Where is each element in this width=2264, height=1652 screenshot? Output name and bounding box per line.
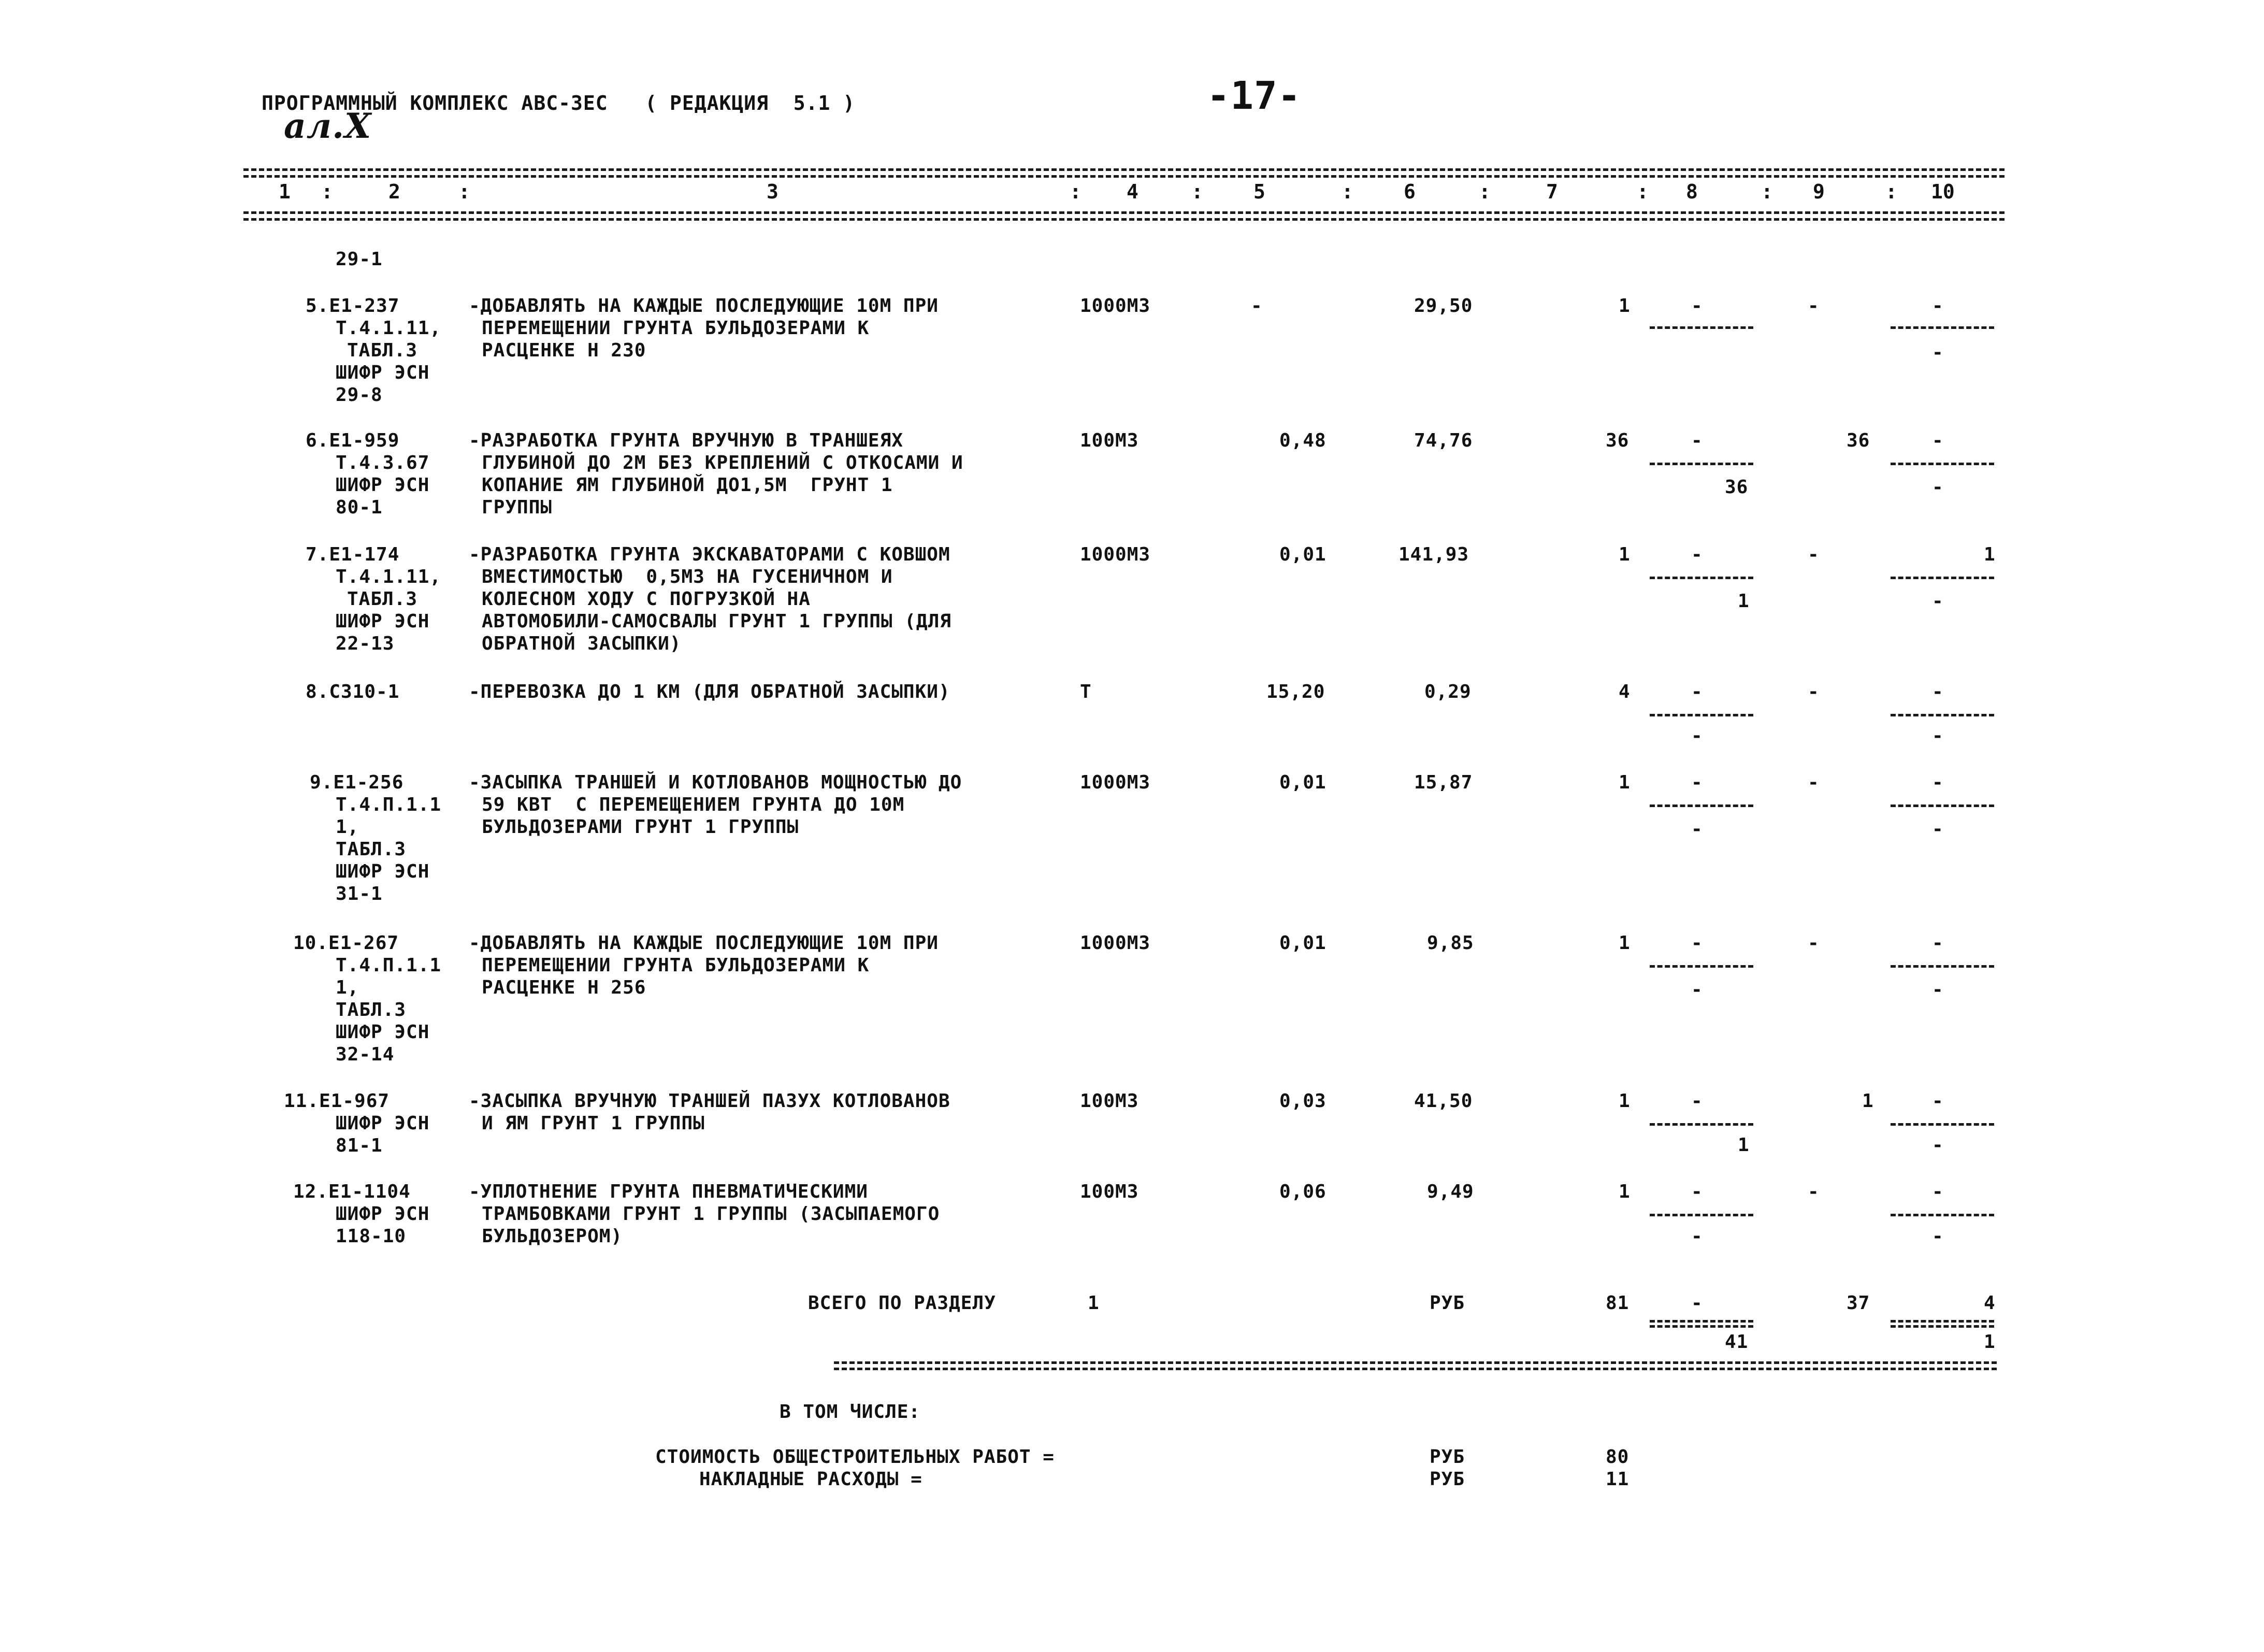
row-unit-price: 74,76: [1414, 430, 1473, 451]
row-col7: 1: [1619, 772, 1631, 793]
row-desc-line: АВТОМОБИЛИ-САМОСВАЛЫ ГРУНТ 1 ГРУППЫ (ДЛЯ: [482, 611, 951, 632]
row-col9: -: [1808, 295, 1820, 317]
including-item-label: НАКЛАДНЫЕ РАСХОДЫ =: [699, 1469, 922, 1490]
header-rule-bottom-2: [243, 218, 2005, 221]
col-sep: :: [1191, 180, 1203, 203]
row-desc-line: -РАЗРАБОТКА ГРУНТА ЭКСКАВАТОРАМИ С КОВШОМ: [469, 544, 950, 565]
row-col10-sub: -: [1932, 591, 1944, 612]
row-col9: -: [1808, 932, 1820, 954]
row-col10: -: [1932, 1181, 1944, 1202]
row-col9: 1: [1862, 1090, 1874, 1112]
row-col10-sub: -: [1932, 477, 1944, 498]
row-col10-sub: -: [1932, 725, 1944, 746]
row-code-line: ШИФР ЭСН: [336, 861, 430, 882]
row-code-line: 1,: [336, 977, 359, 998]
row-col8: -: [1691, 1181, 1703, 1202]
col-header-8: 8: [1686, 180, 1698, 203]
row-code-line: Т.4.П.1.1: [336, 955, 442, 976]
row-col8-sub: -: [1691, 725, 1703, 746]
row-col9: -: [1808, 1181, 1820, 1202]
total-rule-2: [1891, 1325, 1994, 1328]
total-col10-sub: 1: [1984, 1331, 1996, 1353]
subtotal-rule: [1891, 805, 1994, 807]
row-code-line: ТАБЛ.3: [347, 340, 418, 361]
row-desc-line: БУЛЬДОЗЕРОМ): [482, 1226, 623, 1247]
row-unit: 1000М3: [1080, 295, 1151, 317]
row-col10: -: [1932, 681, 1944, 702]
col-sep: :: [1342, 180, 1353, 203]
row-code-line: ШИФР ЭСН: [336, 1113, 430, 1134]
row-code-line: 7.Е1-174: [306, 544, 400, 565]
row-code-line: 29-8: [336, 384, 383, 406]
including-item-value: 11: [1606, 1469, 1629, 1490]
including-item-label: СТОИМОСТЬ ОБЩЕСТРОИТЕЛЬНЫХ РАБОТ =: [655, 1446, 1055, 1468]
row-unit: 100М3: [1080, 1090, 1139, 1112]
row-quantity: 0,01: [1279, 772, 1326, 793]
page-number: -17-: [1207, 74, 1302, 118]
row-desc-line: -ЗАСЫПКА ТРАНШЕЙ И КОТЛОВАНОВ МОЩНОСТЬЮ ДО: [469, 772, 962, 793]
col-sep: :: [1885, 180, 1897, 203]
row-col10: -: [1932, 430, 1944, 451]
total-rule-2: [1650, 1325, 1753, 1328]
row-unit-price: 141,93: [1398, 544, 1469, 565]
row-code-line: ШИФР ЭСН: [336, 611, 430, 632]
row-col10: -: [1932, 772, 1944, 793]
row-code-line: 1,: [336, 816, 359, 838]
row-col7: 4: [1619, 681, 1631, 702]
row-unit: 1000М3: [1080, 932, 1151, 954]
row-desc-line: -ДОБАВЛЯТЬ НА КАЖДЫЕ ПОСЛЕДУЮЩИЕ 10М ПРИ: [469, 295, 939, 317]
row-code-line: 12.Е1-1104: [293, 1181, 411, 1202]
row-col8-sub: -: [1691, 818, 1703, 840]
row-col8: -: [1691, 1090, 1703, 1112]
including-item-value: 80: [1606, 1446, 1629, 1468]
row-code-line: 6.Е1-959: [306, 430, 400, 451]
subtotal-rule: [1891, 1214, 1994, 1216]
row-code-line: 81-1: [336, 1135, 383, 1156]
col-sep: :: [321, 180, 333, 203]
row-col10-sub: -: [1932, 818, 1944, 840]
row-col8: -: [1691, 295, 1703, 317]
row-quantity: 0,06: [1279, 1181, 1326, 1202]
row-unit: 1000М3: [1080, 772, 1151, 793]
row-code-line: 10.Е1-267: [293, 932, 399, 954]
section-end-rule-2: [834, 1368, 1997, 1370]
row-desc-line: -ПЕРЕВОЗКА ДО 1 КМ (ДЛЯ ОБРАТНОЙ ЗАСЫПКИ): [469, 681, 950, 702]
total-col8-sub: 41: [1725, 1331, 1749, 1353]
col-header-2: 2: [388, 180, 400, 203]
row-code-line: 8.С310-1: [306, 681, 400, 702]
row-col8-sub: 36: [1725, 477, 1749, 498]
subtotal-rule: [1650, 326, 1753, 329]
col-header-9: 9: [1813, 180, 1825, 203]
row-col9: -: [1808, 772, 1820, 793]
header-rule-top: [243, 168, 2005, 171]
row-col8-sub: -: [1691, 979, 1703, 1000]
row-unit-price: 9,49: [1427, 1181, 1474, 1202]
row-desc-line: РАСЦЕНКЕ Н 230: [482, 340, 646, 361]
row-col9: -: [1808, 544, 1820, 565]
row-code-line: 22-13: [336, 633, 395, 654]
row-desc-line: ГРУППЫ: [482, 497, 553, 518]
row-unit-price: 0,29: [1424, 681, 1472, 702]
subtotal-rule: [1891, 463, 1994, 465]
row-unit: 1000М3: [1080, 544, 1151, 565]
row-col8-sub: 1: [1738, 1134, 1750, 1156]
row-col10: -: [1932, 1090, 1944, 1112]
col-header-3: 3: [767, 180, 778, 203]
row-code-line: 32-14: [336, 1044, 395, 1065]
row-col9: -: [1808, 681, 1820, 702]
header-rule-top-2: [243, 175, 2005, 178]
row-col7: 1: [1619, 295, 1631, 317]
subtotal-rule: [1891, 1123, 1994, 1126]
row-col8: -: [1691, 772, 1703, 793]
row-desc-line: 59 КВТ С ПЕРЕМЕЩЕНИЕМ ГРУНТА ДО 10М: [482, 794, 905, 815]
row-code-line: ШИФР ЭСН: [336, 1203, 430, 1225]
col-sep: :: [458, 180, 470, 203]
handwritten-note: ал.Х: [284, 106, 372, 146]
row-desc-line: ОБРАТНОЙ ЗАСЫПКИ): [482, 633, 682, 654]
total-col9: 37: [1847, 1292, 1870, 1314]
row-code-line: ШИФР ЭСН: [336, 475, 430, 496]
row-code-line: Т.4.1.11,: [336, 566, 442, 587]
total-label: ВСЕГО ПО РАЗДЕЛУ: [808, 1292, 996, 1314]
row-code-line: 5.Е1-237: [306, 295, 400, 317]
row-code-line: Т.4.П.1.1: [336, 794, 442, 815]
row-col10-sub: -: [1932, 1226, 1944, 1247]
row-desc-line: БУЛЬДОЗЕРАМИ ГРУНТ 1 ГРУППЫ: [482, 816, 799, 838]
row-col8: -: [1691, 932, 1703, 954]
row-col8-sub: 1: [1738, 591, 1750, 612]
including-label: В ТОМ ЧИСЛЕ:: [780, 1401, 921, 1423]
subtotal-rule: [1650, 1123, 1753, 1126]
row-code-line: 9.Е1-256: [310, 772, 404, 793]
subtotal-rule: [1650, 1214, 1753, 1216]
row-col7: 1: [1619, 1090, 1631, 1112]
row-desc-line: ПЕРЕМЕЩЕНИИ ГРУНТА БУЛЬДОЗЕРАМИ К: [482, 955, 870, 976]
row-col7: 1: [1619, 1181, 1631, 1202]
row-quantity: 0,48: [1279, 430, 1326, 451]
row-code-line: 11.Е1-967: [284, 1090, 390, 1112]
row-col7: 36: [1606, 430, 1629, 451]
continuation-code: 29-1: [336, 249, 383, 270]
program-header: ПРОГРАММНЫЙ КОМПЛЕКС АВС-3ЕС ( РЕДАКЦИЯ 5.1 ): [262, 92, 856, 114]
subtotal-rule: [1891, 326, 1994, 329]
row-unit-price: 15,87: [1414, 772, 1473, 793]
header-rule-bottom: [243, 211, 2005, 214]
subtotal-rule: [1891, 714, 1994, 716]
including-item-currency: РУБ: [1430, 1446, 1465, 1468]
subtotal-rule: [1650, 965, 1753, 968]
row-code-line: 31-1: [336, 883, 383, 904]
row-col10-sub: -: [1932, 342, 1944, 363]
subtotal-rule: [1891, 577, 1994, 579]
row-code-line: ТАБЛ.3: [336, 999, 407, 1021]
row-code-line: 118-10: [336, 1226, 407, 1247]
row-col8-sub: -: [1691, 1226, 1703, 1247]
subtotal-rule: [1650, 463, 1753, 465]
row-col8: -: [1691, 430, 1703, 451]
row-quantity: 0,03: [1279, 1090, 1326, 1112]
row-unit-price: 29,50: [1414, 295, 1473, 317]
subtotal-rule: [1650, 805, 1753, 807]
total-col8: -: [1691, 1292, 1703, 1314]
subtotal-rule: [1650, 714, 1753, 716]
total-col10: 4: [1984, 1292, 1996, 1314]
row-unit: 100М3: [1080, 430, 1139, 451]
row-col10: 1: [1984, 544, 1996, 565]
row-col10: -: [1932, 932, 1944, 954]
row-code-line: ТАБЛ.3: [347, 588, 418, 610]
including-item-currency: РУБ: [1430, 1469, 1465, 1490]
row-desc-line: ВМЕСТИМОСТЬЮ 0,5М3 НА ГУСЕНИЧНОМ И: [482, 566, 893, 587]
col-header-7: 7: [1546, 180, 1558, 203]
subtotal-rule: [1891, 965, 1994, 968]
row-quantity: 15,20: [1266, 681, 1325, 702]
row-code-line: 80-1: [336, 497, 383, 518]
row-col10: -: [1932, 295, 1944, 317]
row-unit-price: 41,50: [1414, 1090, 1473, 1112]
row-code-line: ТАБЛ.3: [336, 839, 407, 860]
col-header-4: 4: [1127, 180, 1138, 203]
row-desc-line: ПЕРЕМЕЩЕНИИ ГРУНТА БУЛЬДОЗЕРАМИ К: [482, 318, 870, 339]
row-col7: 1: [1619, 544, 1631, 565]
row-desc-line: РАСЦЕНКЕ Н 256: [482, 977, 646, 998]
row-col8: -: [1691, 681, 1703, 702]
row-col8: -: [1691, 544, 1703, 565]
col-sep: :: [1637, 180, 1649, 203]
row-col10-sub: -: [1932, 979, 1944, 1000]
row-desc-line: -УПЛОТНЕНИЕ ГРУНТА ПНЕВМАТИЧЕСКИМИ: [469, 1181, 868, 1202]
row-unit-price: 9,85: [1427, 932, 1474, 954]
subtotal-rule: [1650, 577, 1753, 579]
row-col10-sub: -: [1932, 1134, 1944, 1156]
row-desc-line: ТРАМБОВКАМИ ГРУНТ 1 ГРУППЫ (ЗАСЫПАЕМОГО: [482, 1203, 940, 1225]
row-desc-line: -ДОБАВЛЯТЬ НА КАЖДЫЕ ПОСЛЕДУЮЩИЕ 10М ПРИ: [469, 932, 939, 954]
row-quantity: -: [1251, 295, 1263, 317]
row-desc-line: -РАЗРАБОТКА ГРУНТА ВРУЧНУЮ В ТРАНШЕЯХ: [469, 430, 903, 451]
section-end-rule: [834, 1361, 1997, 1364]
col-sep: :: [1761, 180, 1773, 203]
col-header-6: 6: [1404, 180, 1416, 203]
col-header-1: 1: [279, 180, 291, 203]
row-code-line: Т.4.1.11,: [336, 318, 442, 339]
row-desc-line: И ЯМ ГРУНТ 1 ГРУППЫ: [482, 1113, 705, 1134]
row-desc-line: -ЗАСЫПКА ВРУЧНУЮ ТРАНШЕЙ ПАЗУХ КОТЛОВАНОВ: [469, 1090, 950, 1112]
row-desc-line: КОЛЕСНОМ ХОДУ С ПОГРУЗКОЙ НА: [482, 588, 811, 610]
row-col9: 36: [1847, 430, 1870, 451]
row-unit: 100М3: [1080, 1181, 1139, 1202]
row-code-line: Т.4.3.67: [336, 452, 430, 473]
total-col7: 81: [1606, 1292, 1629, 1314]
total-rule: [1650, 1320, 1753, 1323]
row-code-line: ШИФР ЭСН: [336, 1022, 430, 1043]
col-sep: :: [1479, 180, 1491, 203]
col-header-5: 5: [1253, 180, 1265, 203]
col-header-10: 10: [1931, 180, 1955, 203]
row-desc-line: ГЛУБИНОЙ ДО 2М БЕЗ КРЕПЛЕНИЙ С ОТКОСАМИ И: [482, 452, 963, 473]
row-desc-line: КОПАНИЕ ЯМ ГЛУБИНОЙ ДО1,5М ГРУНТ 1: [482, 475, 893, 496]
row-quantity: 0,01: [1279, 932, 1326, 954]
total-unit: 1: [1088, 1292, 1100, 1314]
total-currency: РУБ: [1430, 1292, 1465, 1314]
total-rule: [1891, 1320, 1994, 1323]
row-unit: Т: [1080, 681, 1092, 702]
col-sep: :: [1070, 180, 1081, 203]
row-quantity: 0,01: [1279, 544, 1326, 565]
row-code-line: ШИФР ЭСН: [336, 362, 430, 383]
row-col7: 1: [1619, 932, 1631, 954]
